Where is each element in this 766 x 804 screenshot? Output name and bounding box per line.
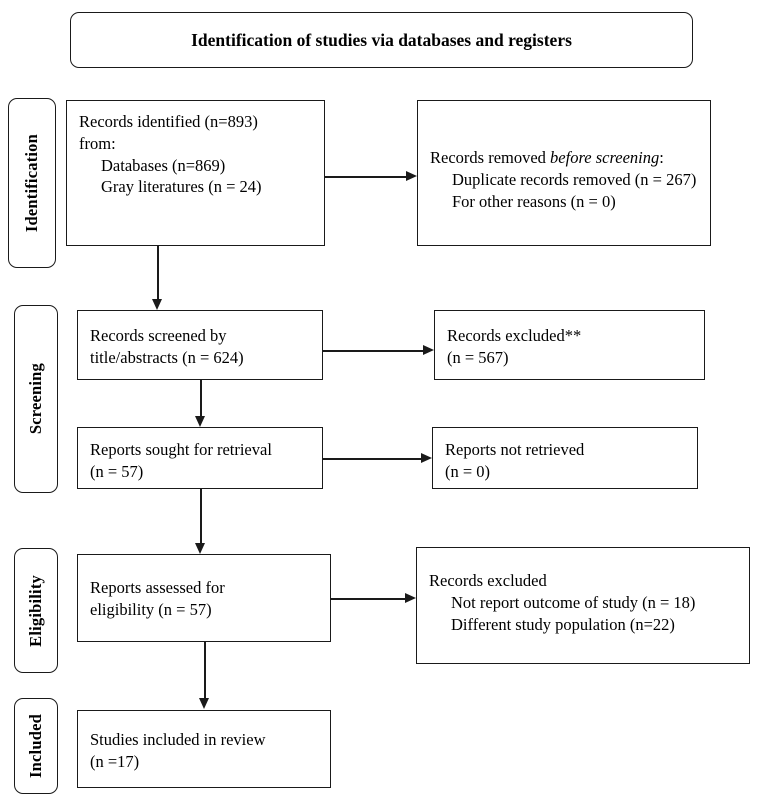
records-removed-line3: For other reasons (n = 0) <box>452 191 616 211</box>
connector-identified-to-screened <box>157 246 159 300</box>
box-reports-assessed <box>77 554 331 642</box>
reports-assessed-line1: Reports assessed for <box>90 578 225 597</box>
records-identified-line1: Records identified (n=893) <box>79 112 258 131</box>
reports-not-retrieved-line2: (n = 0) <box>445 461 491 481</box>
arrowhead-identified-to-removed <box>406 171 417 181</box>
records-identified-line3: Databases (n=869) <box>101 155 226 175</box>
connector-identified-to-removed <box>325 176 407 178</box>
records-removed-line1 <box>430 147 698 169</box>
studies-included-line1: Studies included in review <box>90 730 266 749</box>
arrowhead-identified-to-screened <box>152 299 162 310</box>
records-identified-line4: Gray literatures (n = 24) <box>101 177 262 197</box>
stage-eligibility <box>14 548 58 673</box>
box-records-excluded-eligibility <box>416 547 750 664</box>
records-excluded-eligibility-line3: Different study population (n=22) <box>451 614 675 634</box>
box-records-excluded-screening <box>434 310 705 380</box>
stage-screening <box>14 305 58 493</box>
connector-screened-to-excluded <box>323 350 424 352</box>
arrowhead-screened-to-sought <box>195 416 205 427</box>
records-excluded-eligibility-line2: Not report outcome of study (n = 18) <box>451 592 696 612</box>
arrowhead-assessed-to-excluded <box>405 593 416 603</box>
box-records-screened <box>77 310 323 380</box>
records-removed-line1-post: : <box>659 148 664 167</box>
records-identified-line2: from: <box>79 133 116 153</box>
arrowhead-sought-to-not-retrieved <box>421 453 432 463</box>
diagram-title <box>70 12 693 68</box>
diagram-title-text: Identification of studies via databases and registers <box>191 29 572 50</box>
reports-sought-line1: Reports sought for retrieval <box>90 440 272 459</box>
box-reports-not-retrieved <box>432 427 698 489</box>
stage-screening-label: Screening <box>26 363 45 435</box>
box-records-removed <box>417 100 711 246</box>
connector-assessed-to-included <box>204 642 206 699</box>
connector-sought-to-not-retrieved <box>323 458 422 460</box>
records-excluded-screening-line1: Records excluded** <box>447 326 582 345</box>
box-reports-sought <box>77 427 323 489</box>
records-screened-line2: title/abstracts (n = 624) <box>90 347 244 367</box>
records-excluded-eligibility-line1: Records excluded <box>429 571 547 590</box>
stage-identification-label: Identification <box>22 133 41 233</box>
stage-identification <box>8 98 56 268</box>
studies-included-line2: (n =17) <box>90 751 140 771</box>
arrowhead-assessed-to-included <box>199 698 209 709</box>
reports-not-retrieved-line1: Reports not retrieved <box>445 440 585 459</box>
reports-sought-line2: (n = 57) <box>90 461 144 481</box>
arrowhead-sought-to-assessed <box>195 543 205 554</box>
connector-assessed-to-excluded <box>331 598 406 600</box>
stage-included <box>14 698 58 794</box>
stage-included-label: Included <box>26 714 45 778</box>
box-studies-included <box>77 710 331 788</box>
records-removed-line2: Duplicate records removed (n = 267) <box>452 169 697 189</box>
arrowhead-screened-to-excluded <box>423 345 434 355</box>
records-removed-line1-pre: Records removed <box>430 148 551 167</box>
connector-sought-to-assessed <box>200 489 202 544</box>
box-records-identified <box>66 100 325 246</box>
connector-screened-to-sought <box>200 380 202 417</box>
records-screened-line1: Records screened by <box>90 326 227 345</box>
stage-eligibility-label: Eligibility <box>26 574 45 647</box>
records-excluded-screening-line2: (n = 567) <box>447 347 509 367</box>
records-removed-line1-italic: before screening <box>550 148 660 167</box>
reports-assessed-line2: eligibility (n = 57) <box>90 599 212 619</box>
